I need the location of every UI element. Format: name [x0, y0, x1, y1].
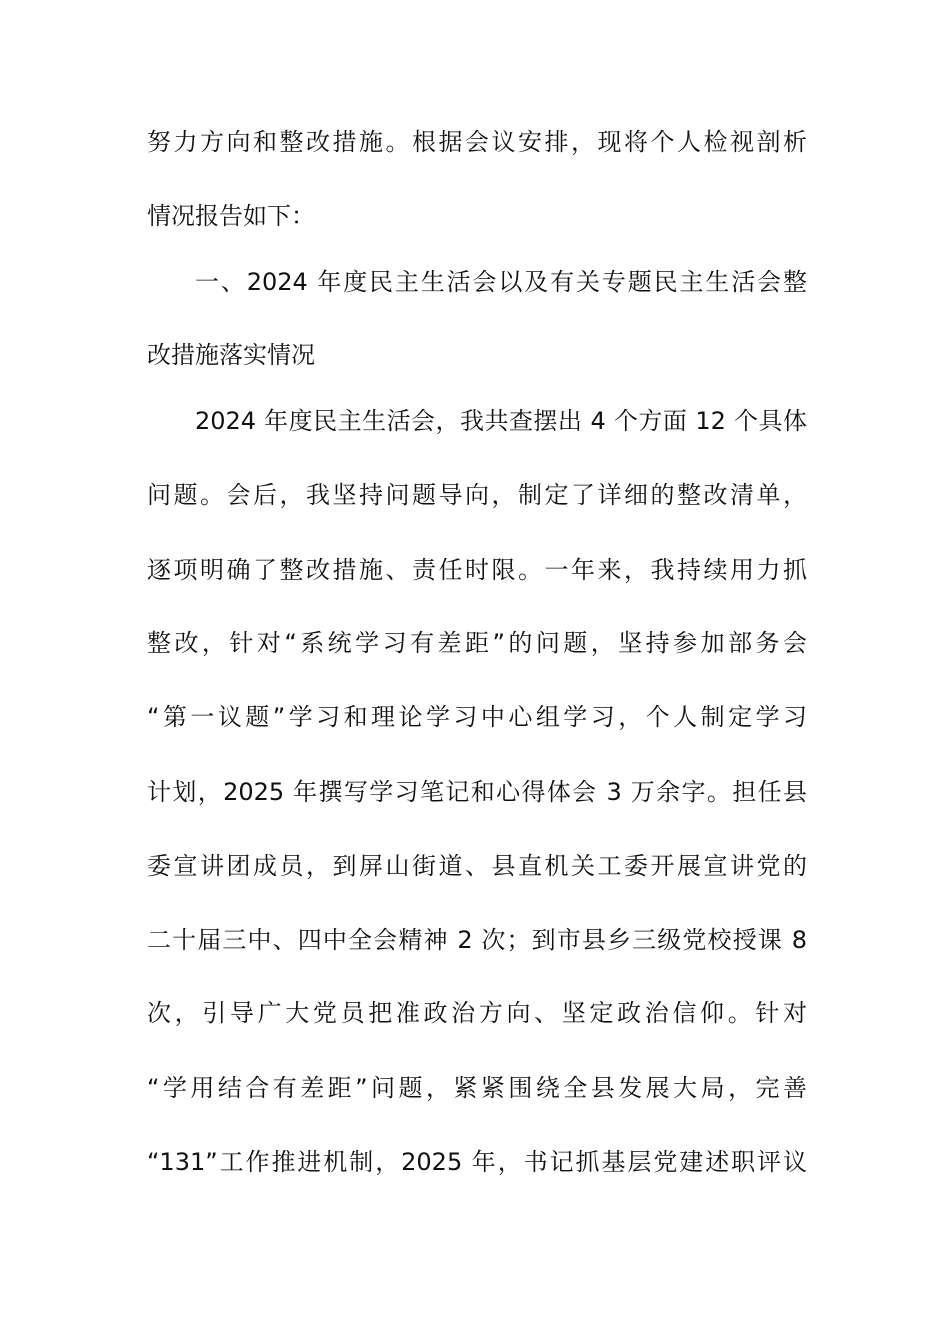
- text-line: “第一议题”学习和理论学习中心组学习，个人制定学习: [147, 703, 807, 731]
- text-line: 委宣讲团成员，到屏山街道、县直机关工委开展宣讲党的: [147, 852, 807, 880]
- text-line: 情况报告如下：: [147, 202, 315, 230]
- text-line: 努力方向和整改措施。根据会议安排，现将个人检视剖析: [147, 128, 807, 156]
- text-line: 计划，2025 年撰写学习笔记和心得体会 3 万余字。担任县: [147, 778, 807, 806]
- text-line: “学用结合有差距”问题，紧紧围绕全县发展大局，完善: [147, 1074, 807, 1102]
- section-heading-line: 改措施落实情况: [147, 341, 315, 369]
- section-heading-line: 一、2024 年度民主生活会以及有关专题民主生活会整: [195, 268, 807, 296]
- text-line: 二十届三中、四中全会精神 2 次；到市县乡三级党校授课 8: [147, 926, 807, 954]
- text-line: 问题。会后，我坚持问题导向，制定了详细的整改清单，: [147, 481, 807, 509]
- text-line: 2024 年度民主生活会，我共查摆出 4 个方面 12 个具体: [195, 407, 807, 435]
- text-line: 整改，针对“系统学习有差距”的问题，坚持参加部务会: [147, 629, 807, 657]
- text-line: “131”工作推进机制，2025 年，书记抓基层党建述职评议: [147, 1148, 807, 1176]
- text-line: 逐项明确了整改措施、责任时限。一年来，我持续用力抓: [147, 556, 807, 584]
- text-line: 次，引导广大党员把准政治方向、坚定政治信仰。针对: [147, 999, 807, 1027]
